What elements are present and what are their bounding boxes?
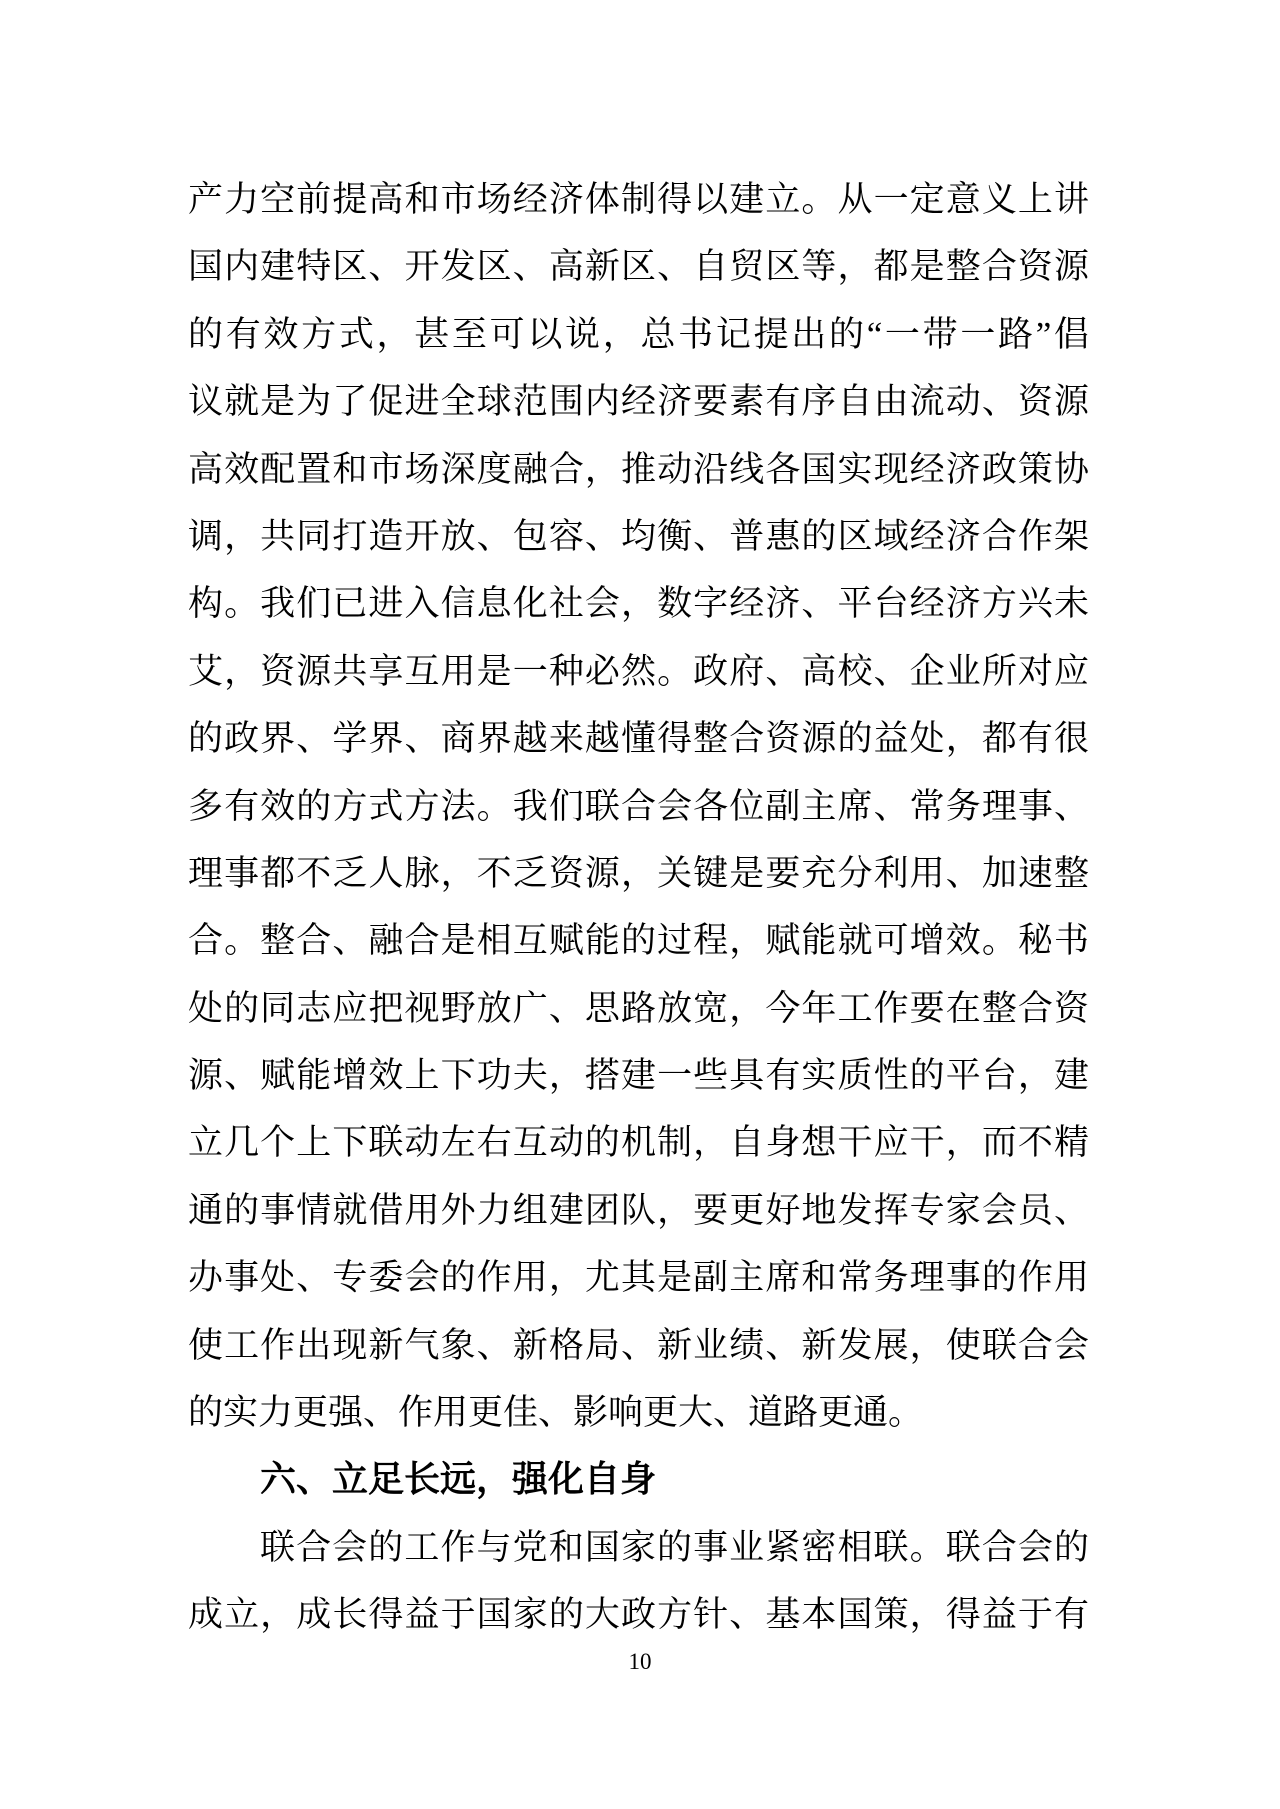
text-line: 理事都不乏人脉，不乏资源，关键是要充分利用、加速整: [188, 853, 1089, 893]
text-block: [188, 166, 1089, 1649]
text-line: 国内建特区、开发区、高新区、自贸区等，都是整合资源: [188, 247, 1089, 287]
text-line: 高效配置和市场深度融合，推动沿线各国实现经济政策协: [188, 449, 1089, 489]
text-line: 处的同志应把视野放广、思路放宽，今年工作要在整合资: [188, 988, 1089, 1028]
text-line: 产力空前提高和市场经济体制得以建立。从一定意义上讲: [188, 180, 1089, 219]
text-line: 的有效方式，甚至可以说，总书记提出的“一带一路”倡: [188, 314, 1089, 354]
text-line: 成立，成长得益于国家的大政方针、基本国策，得益于有: [188, 1595, 1089, 1635]
text-line: 合。整合、融合是相互赋能的过程，赋能就可增效。秘书: [188, 921, 1089, 961]
text-line: 的政界、学界、商界越来越懂得整合资源的益处，都有很: [188, 719, 1089, 759]
text-line: 调，共同打造开放、包容、均衡、普惠的区域经济合作架: [188, 516, 1089, 556]
text-line: 源、赋能增效上下功夫，搭建一些具有实质性的平台，建: [188, 1056, 1089, 1096]
text-line: 立几个上下联动左右互动的机制，自身想干应干，而不精: [188, 1123, 1089, 1163]
text-line: 议就是为了促进全球范围内经济要素有序自由流动、资源: [188, 382, 1089, 422]
page-number: 10: [628, 1649, 652, 1674]
text-line: 联合会的工作与党和国家的事业紧密相联。联合会的: [260, 1527, 1089, 1567]
text-line: 构。我们已进入信息化社会，数字经济、平台经济方兴未: [188, 584, 1089, 624]
text-line: 艾，资源共享互用是一种必然。政府、高校、企业所对应: [188, 651, 1089, 691]
text-line: 使工作出现新气象、新格局、新业绩、新发展，使联合会: [188, 1325, 1089, 1365]
text-line: 办事处、专委会的作用，尤其是副主席和常务理事的作用: [188, 1258, 1089, 1298]
text-line: 通的事情就借用外力组建团队，要更好地发挥专家会员、: [188, 1190, 1089, 1230]
text-line: 的实力更强、作用更佳、影响更大、道路更通。: [188, 1393, 924, 1433]
section-heading: 六、立足长远，强化自身: [260, 1459, 657, 1500]
text-line: 多有效的方式方法。我们联合会各位副主席、常务理事、: [188, 786, 1089, 826]
